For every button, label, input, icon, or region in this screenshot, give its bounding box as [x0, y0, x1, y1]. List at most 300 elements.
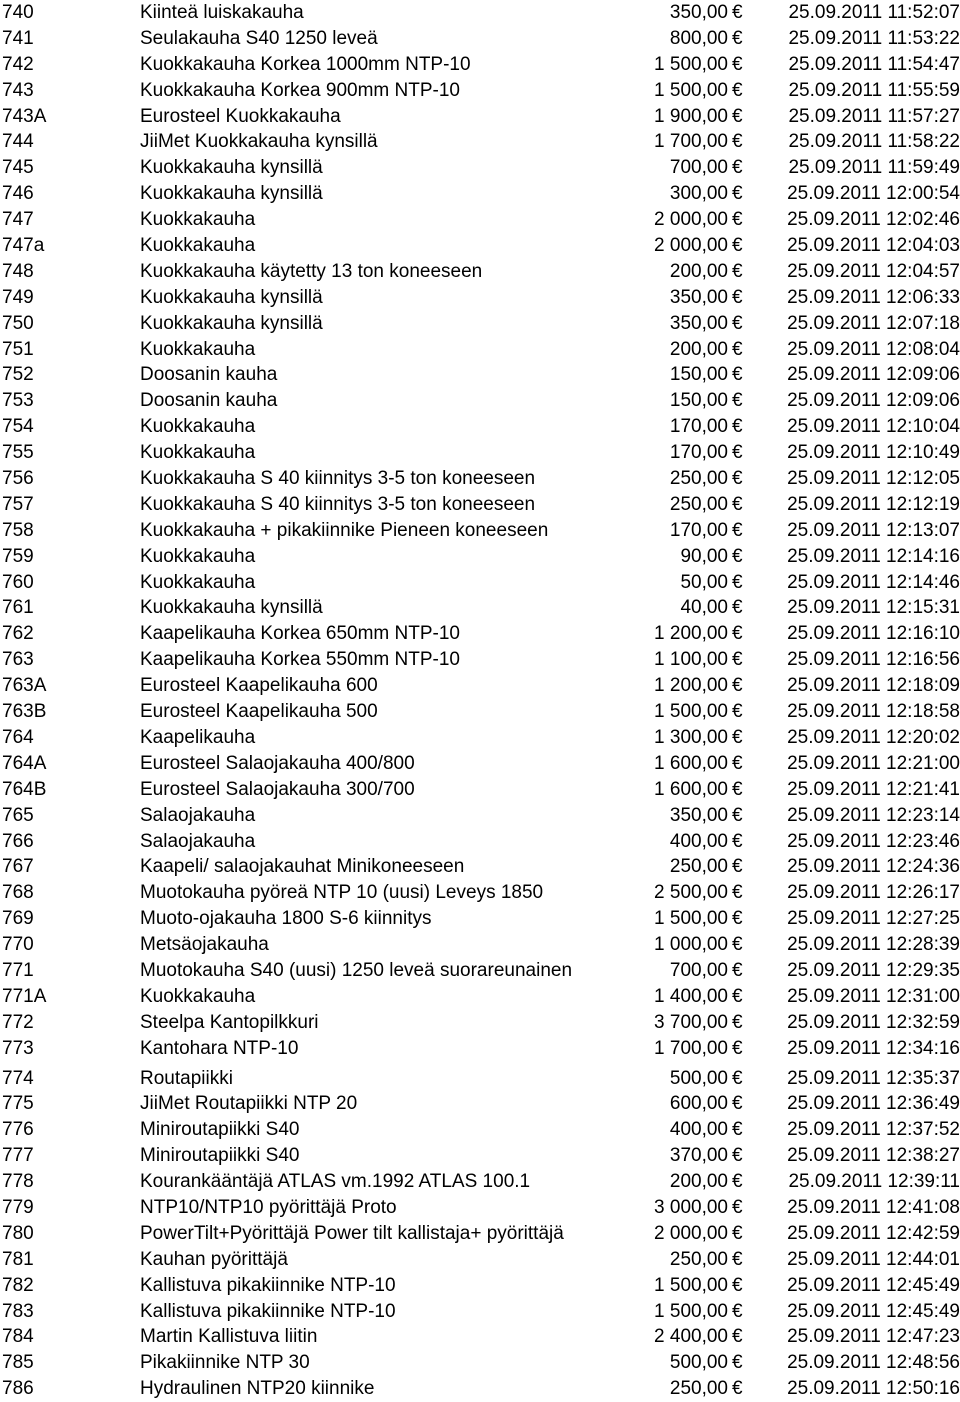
item-description: Doosanin kauha: [140, 390, 278, 412]
item-number: 766: [2, 830, 34, 852]
item-description: Kuokkakauha S 40 kiinnitys 3-5 ton koneeseen: [140, 468, 536, 490]
item-number: 752: [2, 364, 34, 386]
item-price: 1 500,00: [654, 1274, 728, 1296]
item-description: Muotokauha S40 (uusi) 1250 leveä suorareunainen: [140, 959, 573, 981]
item-description: Miniroutapiikki S40: [140, 1119, 300, 1141]
currency-symbol: €: [732, 338, 743, 360]
table-row: [0, 906, 960, 932]
table-row: [0, 129, 960, 155]
item-description: Metsäojakauha: [140, 934, 269, 956]
item-number: 748: [2, 260, 34, 282]
item-timestamp: 25.09.2011 12:04:03: [787, 235, 960, 257]
currency-symbol: €: [732, 571, 743, 593]
item-description: Kuokkakauha kynsillä: [140, 312, 323, 334]
item-price: 1 900,00: [654, 105, 728, 127]
table-row: [0, 673, 960, 699]
item-description: Kuokkakauha kynsillä: [140, 183, 323, 205]
currency-symbol: €: [732, 286, 743, 308]
table-row: [0, 259, 960, 285]
table-row: [0, 414, 960, 440]
table-row: [0, 880, 960, 906]
currency-symbol: €: [732, 1274, 743, 1296]
item-description: Kuokkakauha: [140, 571, 256, 593]
item-description: Kuokkakauha: [140, 985, 256, 1007]
table-row: [0, 181, 960, 207]
item-price: 800,00: [669, 27, 728, 49]
item-price: 500,00: [669, 1352, 728, 1374]
item-number: 740: [2, 2, 34, 23]
item-timestamp: 25.09.2011 12:36:49: [787, 1093, 960, 1115]
item-price: 1 000,00: [654, 934, 728, 956]
item-price: 350,00: [669, 312, 728, 334]
table-row: [0, 1299, 960, 1325]
currency-symbol: €: [732, 985, 743, 1007]
item-timestamp: 25.09.2011 12:29:35: [787, 959, 960, 981]
item-description: Kourankääntäjä ATLAS vm.1992 ATLAS 100.1: [140, 1171, 531, 1193]
item-timestamp: 25.09.2011 12:26:17: [787, 882, 960, 904]
item-timestamp: 25.09.2011 12:02:46: [787, 209, 960, 231]
item-price: 170,00: [669, 519, 728, 541]
item-description: Kantohara NTP-10: [140, 1037, 299, 1059]
item-timestamp: 25.09.2011 11:58:22: [788, 131, 960, 153]
item-number: 783: [2, 1300, 34, 1322]
item-timestamp: 25.09.2011 12:35:37: [787, 1067, 960, 1089]
item-timestamp: 25.09.2011 12:08:04: [787, 338, 960, 360]
item-price: 1 200,00: [654, 623, 728, 645]
item-timestamp: 25.09.2011 12:16:10: [787, 623, 960, 645]
item-timestamp: 25.09.2011 12:13:07: [787, 519, 960, 541]
item-number: 744: [2, 131, 34, 153]
item-number: 780: [2, 1222, 34, 1244]
item-price: 250,00: [669, 468, 728, 490]
item-number: 746: [2, 183, 34, 205]
item-number: 743A: [2, 105, 47, 127]
currency-symbol: €: [732, 908, 743, 930]
item-number: 753: [2, 390, 34, 412]
currency-symbol: €: [732, 2, 743, 23]
currency-symbol: €: [732, 493, 743, 515]
currency-symbol: €: [732, 131, 743, 153]
item-number: 779: [2, 1196, 34, 1218]
table-row: [0, 932, 960, 958]
table-row: [0, 1036, 960, 1062]
item-price: 200,00: [669, 260, 728, 282]
item-number: 769: [2, 908, 34, 930]
item-description: Kuokkakauha kynsillä: [140, 157, 323, 179]
item-price: 1 200,00: [654, 675, 728, 697]
item-description: JiiMet Kuokkakauha kynsillä: [140, 131, 378, 153]
currency-symbol: €: [732, 183, 743, 205]
item-description: Kuokkakauha Korkea 1000mm NTP-10: [140, 53, 471, 75]
item-price: 700,00: [669, 959, 728, 981]
item-price: 2 000,00: [654, 235, 728, 257]
item-description: Kaapelikauha Korkea 650mm NTP-10: [140, 623, 461, 645]
table-row: [0, 311, 960, 337]
table-row: [0, 1195, 960, 1221]
table-row: [0, 854, 960, 880]
currency-symbol: €: [732, 442, 743, 464]
currency-symbol: €: [732, 1196, 743, 1218]
item-timestamp: 25.09.2011 12:31:00: [787, 985, 960, 1007]
item-price: 1 500,00: [654, 1300, 728, 1322]
item-timestamp: 25.09.2011 12:23:46: [787, 830, 960, 852]
table-row: [0, 1247, 960, 1273]
currency-symbol: €: [732, 1300, 743, 1322]
currency-symbol: €: [732, 209, 743, 231]
item-timestamp: 25.09.2011 12:34:16: [787, 1037, 960, 1059]
item-description: Seulakauha S40 1250 leveä: [140, 27, 378, 49]
table-row: [0, 337, 960, 363]
item-number: 763: [2, 649, 34, 671]
table-row: [0, 1091, 960, 1117]
item-timestamp: 25.09.2011 12:50:16: [787, 1378, 960, 1400]
item-number: 760: [2, 571, 34, 593]
item-number: 767: [2, 856, 34, 878]
item-number: 775: [2, 1093, 34, 1115]
item-number: 773: [2, 1037, 34, 1059]
item-price: 400,00: [669, 830, 728, 852]
item-timestamp: 25.09.2011 12:15:31: [787, 597, 960, 619]
item-description: Kuokkakauha Korkea 900mm NTP-10: [140, 79, 460, 101]
item-price: 250,00: [669, 1248, 728, 1270]
table-row: [0, 1010, 960, 1036]
currency-symbol: €: [732, 1067, 743, 1089]
item-number: 761: [2, 597, 34, 619]
item-description: Eurosteel Kaapelikauha 600: [140, 675, 378, 697]
currency-symbol: €: [732, 1119, 743, 1141]
item-timestamp: 25.09.2011 12:20:02: [787, 726, 960, 748]
currency-symbol: €: [732, 882, 743, 904]
table-row: [0, 362, 960, 388]
item-timestamp: 25.09.2011 12:21:00: [787, 752, 960, 774]
table-row: [0, 78, 960, 104]
item-timestamp: 25.09.2011 12:37:52: [787, 1119, 960, 1141]
item-timestamp: 25.09.2011 12:12:19: [787, 493, 960, 515]
item-timestamp: 25.09.2011 12:18:09: [787, 675, 960, 697]
currency-symbol: €: [732, 830, 743, 852]
item-number: 771: [2, 959, 34, 981]
item-description: Kuokkakauha: [140, 442, 256, 464]
item-price: 150,00: [669, 364, 728, 386]
table-row: [0, 570, 960, 596]
currency-symbol: €: [732, 519, 743, 541]
item-price: 2 000,00: [654, 209, 728, 231]
item-price: 200,00: [669, 1171, 728, 1193]
currency-symbol: €: [732, 1222, 743, 1244]
item-timestamp: 25.09.2011 12:09:06: [787, 364, 960, 386]
item-description: PowerTilt+Pyörittäjä Power tilt kallistaja+ pyörittäjä: [140, 1222, 564, 1244]
table-row: [0, 518, 960, 544]
table-row: [0, 207, 960, 233]
item-number: 770: [2, 934, 34, 956]
item-number: 776: [2, 1119, 34, 1141]
item-number: 763A: [2, 675, 47, 697]
item-number: 742: [2, 53, 34, 75]
item-timestamp: 25.09.2011 12:44:01: [787, 1248, 960, 1270]
item-number: 764A: [2, 752, 47, 774]
item-timestamp: 25.09.2011 12:10:04: [787, 416, 960, 438]
currency-symbol: €: [732, 260, 743, 282]
currency-symbol: €: [732, 468, 743, 490]
item-timestamp: 25.09.2011 11:59:49: [788, 157, 960, 179]
currency-symbol: €: [732, 959, 743, 981]
item-number: 764B: [2, 778, 47, 800]
item-description: Eurosteel Salaojakauha 400/800: [140, 752, 415, 774]
currency-symbol: €: [732, 778, 743, 800]
currency-symbol: €: [732, 1145, 743, 1167]
item-timestamp: 25.09.2011 12:14:46: [787, 571, 960, 593]
table-row: [0, 440, 960, 466]
item-description: Eurosteel Salaojakauha 300/700: [140, 778, 415, 800]
item-number: 754: [2, 416, 34, 438]
item-timestamp: 25.09.2011 12:47:23: [787, 1326, 960, 1348]
item-number: 758: [2, 519, 34, 541]
item-number: 756: [2, 468, 34, 490]
item-timestamp: 25.09.2011 12:38:27: [787, 1145, 960, 1167]
table-row: [0, 52, 960, 78]
currency-symbol: €: [732, 1378, 743, 1400]
item-description: Kauhan pyörittäjä: [140, 1248, 288, 1270]
item-price: 150,00: [669, 390, 728, 412]
item-price: 3 700,00: [654, 1011, 728, 1033]
table-row: [0, 104, 960, 130]
table-row: [0, 984, 960, 1010]
item-price: 170,00: [669, 442, 728, 464]
currency-symbol: €: [732, 649, 743, 671]
item-number: 772: [2, 1011, 34, 1033]
item-number: 747: [2, 209, 34, 231]
item-description: NTP10/NTP10 pyörittäjä Proto: [140, 1196, 397, 1218]
table-row: [0, 1117, 960, 1143]
item-price: 1 500,00: [654, 701, 728, 723]
table-row: [0, 1221, 960, 1247]
currency-symbol: €: [732, 27, 743, 49]
item-description: Kuokkakauha kynsillä: [140, 597, 323, 619]
table-row: [0, 285, 960, 311]
item-price: 1 500,00: [654, 53, 728, 75]
item-number: 749: [2, 286, 34, 308]
item-description: Muotokauha pyöreä NTP 10 (uusi) Leveys 1850: [140, 882, 544, 904]
item-description: Salaojakauha: [140, 830, 256, 852]
item-number: 765: [2, 804, 34, 826]
item-description: Muoto-ojakauha 1800 S-6 kiinnitys: [140, 908, 432, 930]
currency-symbol: €: [732, 1352, 743, 1374]
currency-symbol: €: [732, 1171, 743, 1193]
item-description: Kaapelikauha Korkea 550mm NTP-10: [140, 649, 461, 671]
table-row: [0, 155, 960, 181]
currency-symbol: €: [732, 701, 743, 723]
item-number: 757: [2, 493, 34, 515]
item-number: 747a: [2, 235, 45, 257]
item-description: Routapiikki: [140, 1067, 233, 1089]
item-timestamp: 25.09.2011 12:45:49: [787, 1300, 960, 1322]
table-row: [0, 544, 960, 570]
currency-symbol: €: [732, 364, 743, 386]
item-description: Kallistuva pikakiinnike NTP-10: [140, 1274, 396, 1296]
item-timestamp: 25.09.2011 11:53:22: [788, 27, 960, 49]
item-timestamp: 25.09.2011 12:45:49: [787, 1274, 960, 1296]
item-timestamp: 25.09.2011 12:14:16: [787, 545, 960, 567]
item-description: Steelpa Kantopilkkuri: [140, 1011, 319, 1033]
item-number: 750: [2, 312, 34, 334]
item-price: 50,00: [680, 571, 728, 593]
table-row: [0, 0, 960, 26]
item-description: Kaapeli/ salaojakauhat Minikoneeseen: [140, 856, 465, 878]
item-price: 2 400,00: [654, 1326, 728, 1348]
currency-symbol: €: [732, 79, 743, 101]
item-description: Kuokkakauha: [140, 545, 256, 567]
item-timestamp: 25.09.2011 12:18:58: [787, 701, 960, 723]
item-number: 768: [2, 882, 34, 904]
item-number: 785: [2, 1352, 34, 1374]
currency-symbol: €: [732, 235, 743, 257]
item-number: 771A: [2, 985, 47, 1007]
currency-symbol: €: [732, 856, 743, 878]
item-timestamp: 25.09.2011 12:16:56: [787, 649, 960, 671]
item-timestamp: 25.09.2011 12:21:41: [787, 778, 960, 800]
item-price: 2 500,00: [654, 882, 728, 904]
item-price: 300,00: [669, 183, 728, 205]
item-number: 784: [2, 1326, 34, 1348]
item-timestamp: 25.09.2011 11:55:59: [788, 79, 960, 101]
currency-symbol: €: [732, 1011, 743, 1033]
item-timestamp: 25.09.2011 12:39:11: [788, 1171, 960, 1193]
item-timestamp: 25.09.2011 12:32:59: [787, 1011, 960, 1033]
item-number: 764: [2, 726, 34, 748]
item-timestamp: 25.09.2011 12:42:59: [787, 1222, 960, 1244]
item-price: 350,00: [669, 2, 728, 23]
item-price: 90,00: [680, 545, 728, 567]
table-row: [0, 777, 960, 803]
item-number: 763B: [2, 701, 47, 723]
currency-symbol: €: [732, 1037, 743, 1059]
item-timestamp: 25.09.2011 12:07:18: [787, 312, 960, 334]
item-price: 200,00: [669, 338, 728, 360]
table-row: [0, 621, 960, 647]
item-price: 1 600,00: [654, 778, 728, 800]
currency-symbol: €: [732, 623, 743, 645]
currency-symbol: €: [732, 157, 743, 179]
item-number: 745: [2, 157, 34, 179]
table-row: [0, 829, 960, 855]
item-description: Kuokkakauha käytetty 13 ton koneeseen: [140, 260, 483, 282]
item-number: 755: [2, 442, 34, 464]
table-row: [0, 388, 960, 414]
item-price: 350,00: [669, 286, 728, 308]
item-number: 743: [2, 79, 34, 101]
item-price: 1 300,00: [654, 726, 728, 748]
item-number: 759: [2, 545, 34, 567]
table-row: [0, 1169, 960, 1195]
table-row: [0, 595, 960, 621]
item-price: 350,00: [669, 804, 728, 826]
currency-symbol: €: [732, 1248, 743, 1270]
item-price: 700,00: [669, 157, 728, 179]
item-number: 782: [2, 1274, 34, 1296]
item-number: 774: [2, 1067, 34, 1089]
item-price: 1 700,00: [654, 1037, 728, 1059]
item-timestamp: 25.09.2011 12:06:33: [787, 286, 960, 308]
currency-symbol: €: [732, 675, 743, 697]
item-timestamp: 25.09.2011 12:12:05: [787, 468, 960, 490]
table-row: [0, 699, 960, 725]
item-description: Pikakiinnike NTP 30: [140, 1352, 310, 1374]
item-price: 400,00: [669, 1119, 728, 1141]
item-price: 40,00: [680, 597, 728, 619]
item-number: 778: [2, 1171, 34, 1193]
item-price: 370,00: [669, 1145, 728, 1167]
item-number: 781: [2, 1248, 34, 1270]
currency-symbol: €: [732, 390, 743, 412]
table-row: [0, 233, 960, 259]
item-description: Kuokkakauha S 40 kiinnitys 3-5 ton koneeseen: [140, 493, 536, 515]
item-price: 170,00: [669, 416, 728, 438]
item-timestamp: 25.09.2011 12:04:57: [787, 260, 960, 282]
item-timestamp: 25.09.2011 11:57:27: [788, 105, 960, 127]
item-description: Martin Kallistuva liitin: [140, 1326, 318, 1348]
item-description: Kiinteä luiskakauha: [140, 2, 304, 23]
item-number: 751: [2, 338, 34, 360]
table-row: [0, 958, 960, 984]
item-timestamp: 25.09.2011 12:24:36: [787, 856, 960, 878]
item-price: 1 500,00: [654, 908, 728, 930]
item-timestamp: 25.09.2011 12:00:54: [787, 183, 960, 205]
item-description: Kuokkakauha: [140, 235, 256, 257]
item-price: 250,00: [669, 856, 728, 878]
item-number: 786: [2, 1378, 34, 1400]
table-row: [0, 492, 960, 518]
table-row: [0, 1273, 960, 1299]
currency-symbol: €: [732, 53, 743, 75]
item-description: Kuokkakauha + pikakiinnike Pieneen koneeseen: [140, 519, 549, 541]
currency-symbol: €: [732, 416, 743, 438]
item-price: 3 000,00: [654, 1196, 728, 1218]
currency-symbol: €: [732, 752, 743, 774]
item-timestamp: 25.09.2011 12:10:49: [787, 442, 960, 464]
table-row: [0, 1143, 960, 1169]
table-row: [0, 1324, 960, 1350]
item-number: 762: [2, 623, 34, 645]
item-description: Kuokkakauha: [140, 416, 256, 438]
item-description: Doosanin kauha: [140, 364, 278, 386]
currency-symbol: €: [732, 545, 743, 567]
item-timestamp: 25.09.2011 11:52:07: [788, 2, 960, 23]
item-price: 1 500,00: [654, 79, 728, 101]
currency-symbol: €: [732, 1093, 743, 1115]
currency-symbol: €: [732, 934, 743, 956]
item-description: Kuokkakauha: [140, 338, 256, 360]
item-timestamp: 25.09.2011 12:28:39: [787, 934, 960, 956]
item-timestamp: 25.09.2011 11:54:47: [788, 53, 960, 75]
item-description: Eurosteel Kaapelikauha 500: [140, 701, 378, 723]
table-row: [0, 725, 960, 751]
item-description: JiiMet Routapiikki NTP 20: [140, 1093, 358, 1115]
item-price: 2 000,00: [654, 1222, 728, 1244]
currency-symbol: €: [732, 312, 743, 334]
item-timestamp: 25.09.2011 12:09:06: [787, 390, 960, 412]
item-description: Kuokkakauha: [140, 209, 256, 231]
item-price: 500,00: [669, 1067, 728, 1089]
item-description: Kaapelikauha: [140, 726, 256, 748]
item-number: 741: [2, 27, 34, 49]
item-price: 250,00: [669, 1378, 728, 1400]
currency-symbol: €: [732, 105, 743, 127]
item-description: Kuokkakauha kynsillä: [140, 286, 323, 308]
currency-symbol: €: [732, 804, 743, 826]
currency-symbol: €: [732, 597, 743, 619]
item-number: 777: [2, 1145, 34, 1167]
table-row: [0, 647, 960, 673]
